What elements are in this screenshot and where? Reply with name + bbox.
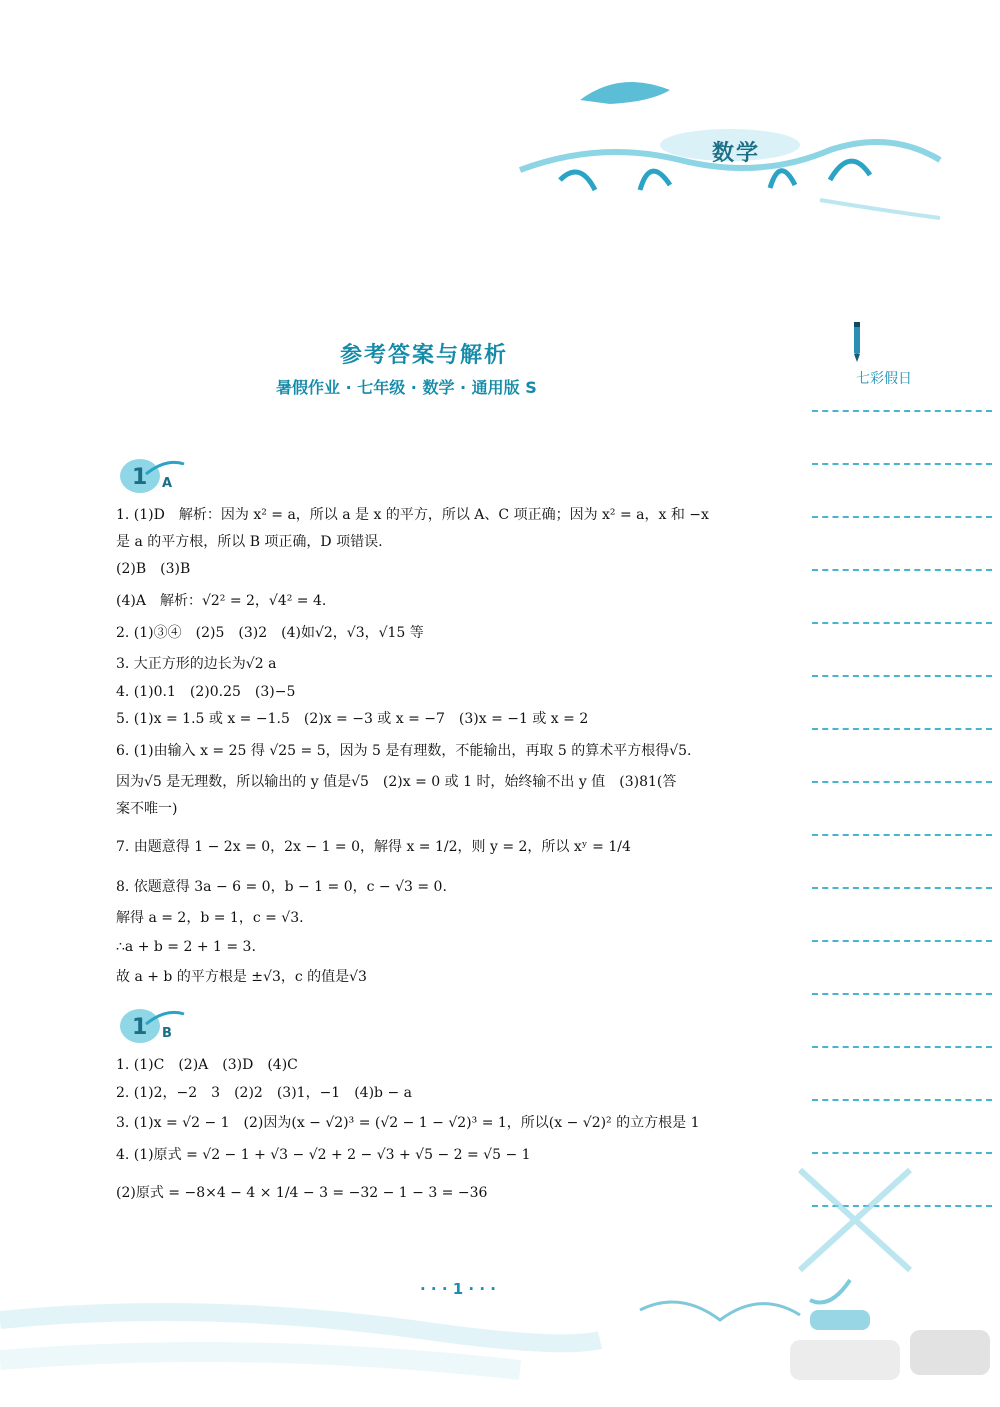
answer-line: (2)B (3)B (116, 561, 191, 577)
note-line (812, 410, 992, 412)
answer-line: 2. (1)2，−2 3 (2)2 (3)1，−1 (4)b − a (116, 1085, 412, 1101)
note-line (812, 781, 992, 783)
badge-number: 1 (132, 1015, 148, 1040)
side-label: 七彩假日 (856, 371, 912, 387)
answer-line: 故 a + b 的平方根是 ±√3，c 的值是√3 (116, 969, 367, 985)
note-line (812, 728, 992, 730)
note-line (812, 834, 992, 836)
answer-line: 是 a 的平方根，所以 B 项正确，D 项错误. (116, 534, 383, 550)
answer-line: 1. (1)D 解析：因为 x² = a，所以 a 是 x 的平方，所以 A、C 项正确；因为 x² = a，x 和 −x (116, 507, 709, 523)
answer-line: 1. (1)C (2)A (3)D (4)C (116, 1057, 298, 1073)
answer-line: 8. 依题意得 3a − 6 = 0，b − 1 = 0，c − √3 = 0. (116, 879, 447, 895)
note-line (812, 1046, 992, 1048)
footer-decoration (0, 1280, 1000, 1407)
badge-letter: A (162, 476, 173, 491)
page-subtitle: 暑假作业 · 七年级 · 数学 · 通用版 S (276, 378, 537, 397)
answer-line: 7. 由题意得 1 − 2x = 0，2x − 1 = 0，解得 x = 1/2，则 y = 2，所以 xʸ = 1/4 (116, 839, 631, 855)
page-title: 参考答案与解析 (340, 343, 509, 368)
answer-line: 4. (1)原式 = √2 − 1 + √3 − √2 + 2 − √3 + √5 − 2 = √5 − 1 (116, 1147, 531, 1163)
answer-line: 因为√5 是无理数，所以输出的 y 值是√5 (2)x = 0 或 1 时，始终输不出 y 值 (3)81(答 (116, 774, 677, 790)
badge-letter: B (162, 1026, 172, 1041)
answer-line: 3. 大正方形的边长为√2 a (116, 656, 277, 672)
pen-icon (846, 320, 868, 364)
note-line (812, 1099, 992, 1101)
answer-line: (4)A 解析：√2² = 2，√4² = 4. (116, 593, 327, 609)
note-line (812, 675, 992, 677)
note-line (812, 463, 992, 465)
section-badge-icon (116, 456, 186, 496)
page-number: · · · 1 · · · (420, 1280, 496, 1298)
note-line (812, 887, 992, 889)
note-line (812, 516, 992, 518)
note-line (812, 1152, 992, 1154)
answer-line: (2)原式 = −8×4 − 4 × 1/4 − 3 = −32 − 1 − 3 = −36 (116, 1185, 488, 1201)
note-line (812, 993, 992, 995)
section-badge-1b (116, 1006, 186, 1050)
header-subject: 数学 (712, 141, 761, 166)
answer-line: 6. (1)由输入 x = 25 得 √25 = 5，因为 5 是有理数，不能输出，再取 5 的算术平方根得√5. (116, 743, 692, 759)
answer-line: 解得 a = 2，b = 1，c = √3. (116, 910, 304, 926)
section-badge-1a (116, 456, 186, 500)
note-line (812, 940, 992, 942)
section-badge-icon (116, 1006, 186, 1046)
badge-number: 1 (132, 465, 148, 490)
answer-line: 5. (1)x = 1.5 或 x = −1.5 (2)x = −3 或 x = −7 (3)x = −1 或 x = 2 (116, 711, 589, 727)
note-line (812, 569, 992, 571)
note-line (812, 622, 992, 624)
answer-line: 案不唯一) (116, 801, 178, 817)
answer-line: 4. (1)0.1 (2)0.25 (3)−5 (116, 684, 296, 700)
answer-line: ∴a + b = 2 + 1 = 3. (116, 939, 256, 955)
answer-line: 3. (1)x = √2 − 1 (2)因为(x − √2)³ = (√2 − 1 − √2)³ = 1，所以(x − √2)² 的立方根是 1 (116, 1115, 700, 1131)
answer-line: 2. (1)③④ (2)5 (3)2 (4)如√2，√3，√15 等 (116, 625, 424, 641)
